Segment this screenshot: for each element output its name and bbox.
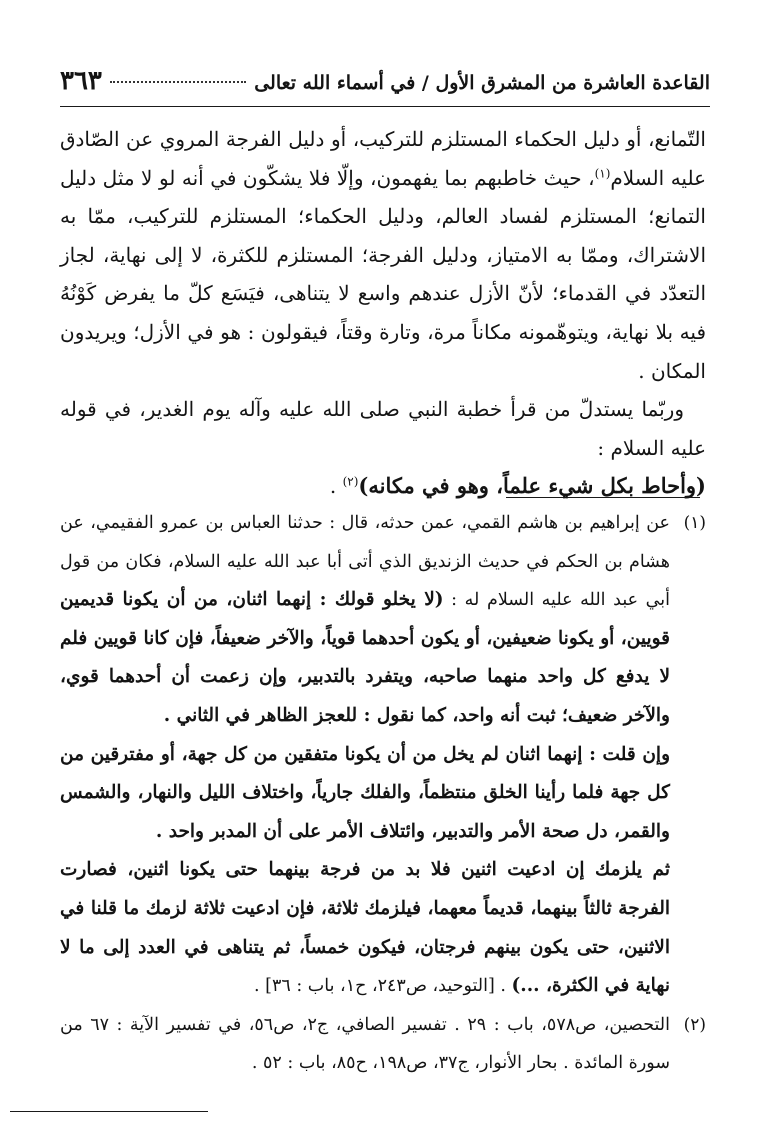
header-leader-dots xyxy=(110,81,246,83)
hadith-quote: (وأحاط بكل شيء علماً، وهو في مكانه) xyxy=(358,473,706,499)
footnote-text xyxy=(60,504,670,736)
paragraph-text: التّمانع، أو دليل الحكماء المستلزم للتركيب، أو دليل الفرجة المروي عن الصّادق عليه السلام xyxy=(60,127,707,190)
footnote-text xyxy=(60,851,670,1005)
header-title: القاعدة العاشرة من المشرق الأول / في أسماء الله تعالى xyxy=(254,72,710,94)
footnote-1 xyxy=(60,504,706,1006)
footnote-intro: عن إبراهيم بن هاشم القمي، عمن حدثه، قال : حدثنا العباس بن عمرو الفقيمي، عن هشام بن الحكم في حديث الزنديق الذي أتى أبا عبد الله عليه السلام، فكان من قول أبي عبد الله عليه السلام له : xyxy=(60,513,670,611)
page-number: ٣٦٣ xyxy=(60,66,102,96)
footnote-number: (١) xyxy=(683,513,706,533)
footnote-text: التحصين، ص٥٧٨، باب : ٢٩ . تفسير الصافي، ج٢، ص٥٦، في تفسير الآية : ٦٧ من سورة المائدة . بحار الأنوار، ج٣٧، ص١٩٨، ح٨٥، باب : ٥٢ . xyxy=(60,1014,670,1074)
paragraph-text-cont: ، حيث خاطبهم بما يفهمون، وإلّا فلا يشكّون في أنه لو لا مثل دليل التمانع؛ المستلزم لفساد العالم، ودليل الحكماء؛ المستلزم للتركيب، ممّا به الاشتراك، وممّا به الامتياز، ودليل الفرجة؛ المستلزم للكثرة، لا إلى نهاية، لجاز التعدّد في القدماء؛ لأنّ الأزل عندهم واسع لا يتناهى، فيَسَع كلّ ما يفرض كَوْنُهُ فيه بلا نهاية، ويتوهّمونه مكاناً مرة، وتارة وقتاً، فيقولون : هو في الأزل؛ ويريدون المكان . xyxy=(60,165,707,383)
paragraph-text: وربّما يستدلّ من قرأ خطبة النبي صلى الله عليه وآله يوم الغدير، في قوله عليه السلام : xyxy=(60,397,706,460)
main-text xyxy=(60,120,706,506)
paragraph xyxy=(60,390,706,506)
footnote-bold: وإن قلت : إنهما اثنان لم يخل من أن يكونا متفقين من كل جهة، أو مفترقين من كل جهة فلما رأينا الخلق منتظماً، والفلك جارياً، واختلاف الليل والنهار، والشمس والقمر، دل صحة الأمر والتدبير، وائتلاف الأمر على أن المدبر واحد . xyxy=(60,743,670,842)
running-header xyxy=(60,66,710,107)
footnote-text xyxy=(60,736,670,852)
footnote-ref-1[interactable]: (١) xyxy=(594,165,611,180)
quote-end: . xyxy=(329,474,343,499)
footnote-source: . [التوحيد، ص٢٤٣، ح١، باب : ٣٦] . xyxy=(254,976,512,997)
footnote-number: (٢) xyxy=(683,1014,706,1035)
paragraph xyxy=(60,120,706,390)
footnote-separator xyxy=(506,497,700,498)
bottom-rule xyxy=(10,1111,208,1112)
footnote-2 xyxy=(60,1006,706,1083)
footnote-bold: (لا يخلو قولك : إنهما اثنان، من أن يكونا قديمين قويين، أو يكونا ضعيفين، أو يكون أحدهما قوياً، والآخر ضعيفاً، فإن كانا قويين فلم لا يدفع كل واحد منهما صاحبه، ويتفرد بالتدبير، وإن زعمت أن أحدهما قوي، والآخر ضعيف؛ ثبت أنه واحد، كما نقول : للعجز الظاهر في الثاني . xyxy=(60,589,670,726)
footnote-ref-2[interactable]: (٢) xyxy=(342,474,359,489)
footnote-bold: ثم يلزمك إن ادعيت اثنين فلا بد من فرجة بينهما حتى يكونا اثنين، فصارت الفرجة ثالثاً بينهما، قديماً معهما، فيلزمك ثلاثة، فإن ادعيت ثلاثة لزمك ما قلنا في الاثنين، حتى يكون بينهم فرجتان، فيكون خمساً، ثم يتناهى في العدد إلى ما لا نهاية في الكثرة، ...) xyxy=(60,859,670,997)
footnotes xyxy=(60,504,706,1083)
